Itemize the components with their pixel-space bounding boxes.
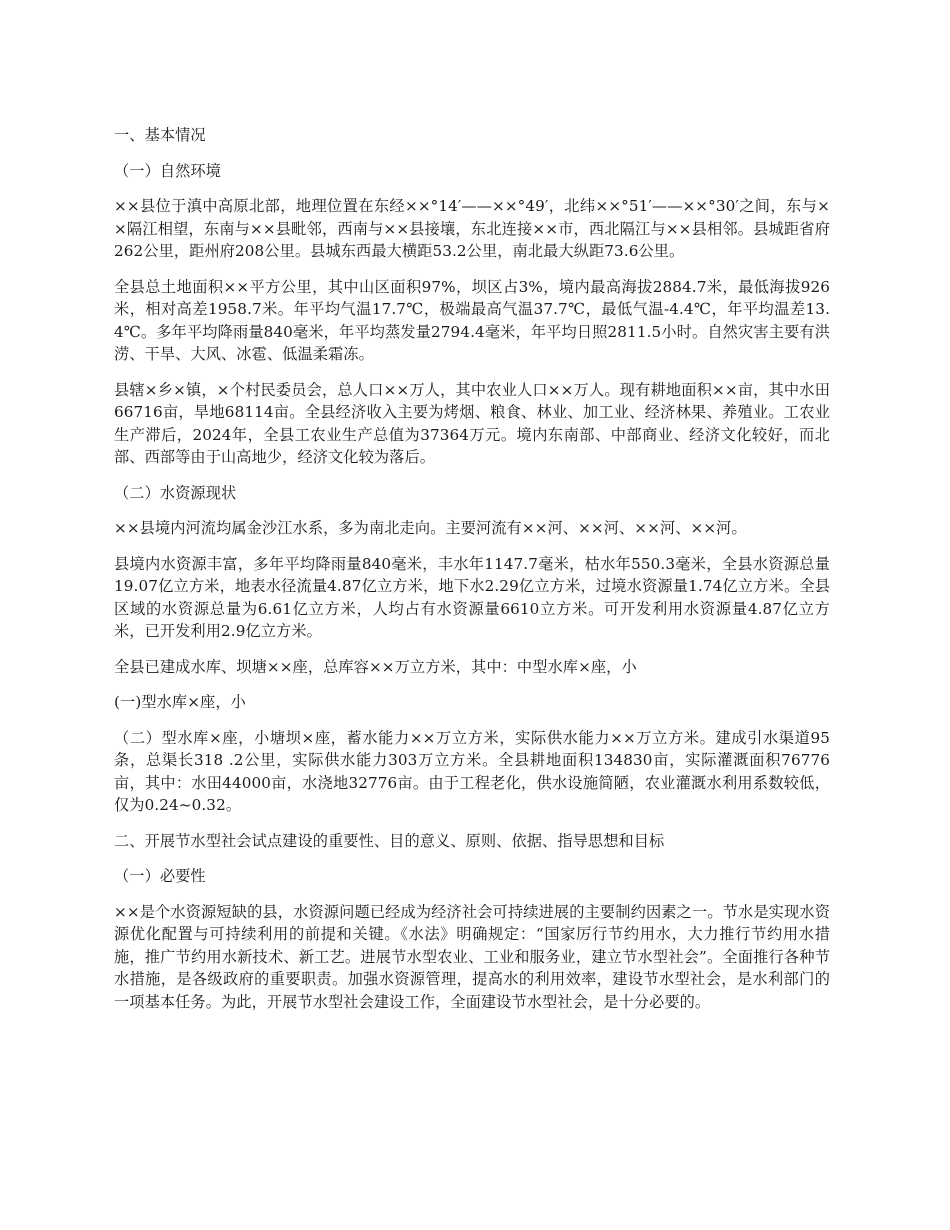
section-heading-water-saving-society: 二、开展节水型社会试点建设的重要性、目的意义、原则、依据、指导思想和目标 — [114, 831, 665, 850]
paragraph-land-climate: 全县总土地面积××平方公里，其中山区面积97%，坝区占3%，境内最高海拔2884.7米，最低海拔926米，相对高差1958.7米。年平均气温17.7℃，极端最高气温37.7℃，最低气温-4.4℃，年平均温差13.4℃。多年平均降雨量840毫米，年平均蒸发量2794.4毫米，年平均日照2811.5小时。自然灾害主要有洪涝、干旱、大风、冰雹、低温柔霜冻。 — [114, 277, 830, 363]
paragraph-reservoirs: 全县已建成水库、坝塘××座，总库容××万立方米，其中：中型水库×座，小 — [114, 657, 637, 676]
document-body — [114, 124, 830, 1026]
paragraph-water-volume: 县境内水资源丰富，多年平均降雨量840毫米，丰水年1147.7毫米，枯水年550.3毫米，全县水资源总量19.07亿立方米，地表水径流量4.87亿立方米，地下水2.29亿立方米，过境水资源量1.74亿立方米。全县区域的水资源总量为6.61亿立方米，人均占有水资源量6610立方米。可开发利用水资源量4.87亿立方米，已开发利用2.9亿立方米。 — [114, 554, 830, 640]
subsection-heading-necessity: （一）必要性 — [114, 867, 206, 885]
paragraph-population-economy: 县辖×乡×镇，×个村民委员会，总人口××万人，其中农业人口××万人。现有耕地面积××亩，其中水田66716亩，旱地68114亩。全县经济收入主要为烤烟、粮食、林业、加工业、经济林果、养殖业。工农业生产滞后，2024年，全县工农业生产总值为37364万元。境内东南部、中部商业、经济文化较好，而北部、西部等由于山高地少，经济文化较为落后。 — [114, 380, 830, 466]
paragraph-rivers: ××县境内河流均属金沙江水系，多为南北走向。主要河流有××河、××河、××河、××河。 — [114, 519, 747, 537]
subsection-heading-water-resources: （二）水资源现状 — [114, 483, 237, 502]
paragraph-necessity: ××是个水资源短缺的县，水资源问题已经成为经济社会可持续进展的主要制约因素之一。节水是实现水资源优化配置与可持续利用的前提和关键。《水法》明确规定：“国家厉行节约用水，大力推行节约用水措施，推广节约用水新技术、新工艺。进展节水型农业、工业和服务业，建立节水型社会”。全面推行各种节水措施，是各级政府的重要职责。加强水资源管理，提高水的利用效率，建设节水型社会，是水利部门的一项基本任务。为此，开展节水型社会建设工作，全面建设节水型社会，是十分必要的。 — [114, 902, 830, 1011]
section-heading-basic-situation: 一、基本情况 — [114, 126, 206, 144]
paragraph-location: ××县位于滇中高原北部，地理位置在东经××°14′——××°49′，北纬××°51′——××°30′之间，东与××隔江相望，东南与××县毗邻，西南与××县接壤，东北连接××市，西北隔江与××县相邻。县城距省府262公里，距州府208公里。县城东西最大横距53.2公里，南北最大纵距73.6公里。 — [114, 197, 830, 260]
subsection-heading-natural-environment: （一）自然环境 — [114, 161, 222, 180]
paragraph-reservoir-type-two: （二）型水库×座，小塘坝×座，蓄水能力××万立方米，实际供水能力××万立方米。建成引水渠道95条，总渠长318 .2公里，实际供水能力303万立方米。全县耕地面积134830亩，实际灌溉面积76776亩，其中：水田44000亩，水浇地32776亩。由于工程老化，供水设施简陋，农业灌溉水利用系数较低，仅为0.24~0.32。 — [114, 728, 830, 814]
paragraph-reservoir-type-one: (一)型水库×座，小 — [114, 693, 246, 711]
